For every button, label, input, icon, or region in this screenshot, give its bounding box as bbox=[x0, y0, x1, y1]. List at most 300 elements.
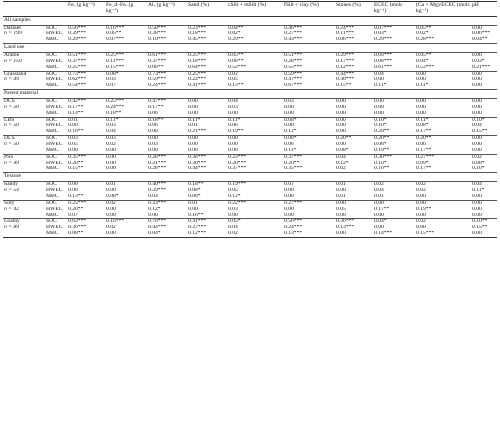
metric-label: HWEC bbox=[46, 58, 63, 64]
table-cell: 0.00 bbox=[472, 147, 482, 153]
table-cell: 0.37*** bbox=[228, 166, 247, 172]
metric-label: HWEC bbox=[46, 188, 63, 194]
table-cell: 0.08* bbox=[188, 188, 201, 194]
table-cell: 0.28*** bbox=[284, 58, 303, 64]
column-header: ECEC (molc kg⁻¹) bbox=[374, 2, 403, 14]
table-row bbox=[3, 231, 497, 237]
table-cell: 0.36*** bbox=[188, 154, 207, 160]
correlation-table bbox=[3, 1, 497, 238]
table-cell: 0.00 bbox=[472, 231, 482, 237]
table-cell: 0.03 bbox=[106, 123, 116, 129]
column-header bbox=[45, 2, 67, 17]
table-cell: 0.28*** bbox=[416, 37, 435, 43]
table-cell: 0.52*** bbox=[228, 64, 247, 70]
table-cell: 0.67*** bbox=[284, 83, 303, 89]
table-cell: 0.10* bbox=[472, 117, 485, 123]
table-cell: 0.03 bbox=[106, 135, 116, 142]
table-cell: 0.00 bbox=[472, 193, 482, 199]
table-cell: 0.05 bbox=[228, 188, 238, 194]
table-cell: 0.01 bbox=[188, 123, 198, 129]
table-cell: 0.00 bbox=[284, 206, 294, 212]
table-cell: 0.13*** bbox=[284, 231, 303, 237]
table-cell: 0.01 bbox=[374, 193, 384, 199]
table-cell: 0.28*** bbox=[148, 154, 167, 160]
table-cell: 0.03 bbox=[228, 206, 238, 212]
table-cell: 0.20*** bbox=[228, 160, 247, 166]
table-cell: 0.01 bbox=[188, 200, 198, 206]
table-cell: 0.20** bbox=[68, 160, 84, 166]
table-cell: 0.25*** bbox=[188, 71, 207, 77]
table-cell: 0.25*** bbox=[68, 200, 87, 206]
table-cell: 0.61*** bbox=[374, 64, 393, 70]
table-cell: 0.05** bbox=[416, 52, 432, 59]
table-cell: 0.18** bbox=[106, 110, 122, 116]
group-n: n = 89 bbox=[4, 225, 19, 231]
table-cell: 0.11* bbox=[416, 117, 429, 123]
table-cell: 0.12* bbox=[284, 129, 297, 135]
table-cell: 0.04 bbox=[106, 129, 116, 135]
table-cell: 0.06 bbox=[284, 142, 294, 148]
metric-label: SOC bbox=[46, 25, 57, 31]
table-cell: 0.05* bbox=[228, 218, 241, 225]
table-cell: 0.00 bbox=[106, 166, 116, 172]
table-cell: 0.04 bbox=[374, 188, 384, 194]
table-cell: 0.61*** bbox=[148, 52, 167, 59]
table-cell: 0.02 bbox=[416, 181, 426, 188]
table-cell: 0.17** bbox=[68, 104, 84, 110]
metric-label: HWEC bbox=[46, 142, 63, 148]
metric-label: HWEC bbox=[46, 160, 63, 166]
table-cell: 0.20** bbox=[284, 160, 300, 166]
table-cell: 0.33*** bbox=[148, 200, 167, 206]
table-cell: 0.00 bbox=[472, 104, 482, 110]
table-cell: 0.30*** bbox=[374, 154, 393, 160]
table-cell: 0.12*** bbox=[336, 64, 355, 70]
table-cell: 0.11* bbox=[374, 83, 387, 89]
table-cell: 0.02 bbox=[106, 225, 116, 231]
table-cell: 0.00 bbox=[336, 98, 346, 105]
table-cell: 0.00 bbox=[472, 77, 482, 83]
table-cell: 0.22*** bbox=[188, 77, 207, 83]
table-cell: 0.56*** bbox=[284, 218, 303, 225]
table-cell: 0.00 bbox=[472, 206, 482, 212]
table-cell: 0.19** bbox=[416, 206, 432, 212]
table-cell: 0.01 bbox=[336, 181, 346, 188]
table-cell: 0.27*** bbox=[188, 225, 207, 231]
table-cell: 0.00 bbox=[472, 200, 482, 206]
column-header: Stones (%) bbox=[336, 2, 361, 8]
metric-label: HWEC bbox=[46, 206, 63, 212]
table-cell: 0.64*** bbox=[188, 64, 207, 70]
table-cell: 0.30*** bbox=[336, 77, 355, 83]
table-cell: 0.00 bbox=[284, 110, 294, 116]
group-label: DCS bbox=[4, 98, 15, 105]
table-cell: 0.00 bbox=[336, 200, 346, 206]
table-cell: 0.24*** bbox=[148, 83, 167, 89]
column-header: Fe_d–Feₒ (g kg⁻¹) bbox=[106, 2, 134, 14]
table-cell: 0.23*** bbox=[188, 25, 207, 31]
table-cell: 0.00 bbox=[228, 135, 238, 142]
table-cell: 0.11*** bbox=[336, 31, 354, 37]
table-cell: 0.13** bbox=[228, 83, 244, 89]
table-cell: 0.15** bbox=[336, 83, 352, 89]
table-cell: 0.00 bbox=[336, 123, 346, 129]
group-n: n = 199 bbox=[4, 31, 22, 37]
table-cell: 0.02* bbox=[228, 31, 241, 37]
table-cell: 0.00 bbox=[284, 193, 294, 199]
table-cell: 0.44*** bbox=[336, 71, 355, 77]
table-cell: 0.15*** bbox=[416, 231, 435, 237]
table-cell: 0.55*** bbox=[284, 64, 303, 70]
table-cell: 0.39*** bbox=[68, 31, 87, 37]
table-cell: 0.04* bbox=[416, 58, 429, 64]
group-n: n = 54 bbox=[4, 188, 19, 194]
table-cell: 0.15*** bbox=[106, 64, 125, 70]
table-cell: 0.04** bbox=[472, 37, 488, 43]
table-cell: 0.21*** bbox=[148, 160, 167, 166]
table-cell: 0.63*** bbox=[68, 218, 87, 225]
table-cell: 0.06 bbox=[148, 110, 158, 116]
table-cell: 0.00 bbox=[336, 231, 346, 237]
table-cell: 0.44*** bbox=[148, 225, 167, 231]
table-cell: 0.00 bbox=[228, 110, 238, 116]
table-cell: 0.00 bbox=[472, 71, 482, 77]
table-cell: 0.29*** bbox=[336, 52, 355, 59]
table-cell: 0.20** bbox=[416, 135, 432, 142]
table-cell: 0.02 bbox=[228, 71, 238, 77]
table-cell: 0.19*** bbox=[228, 181, 247, 188]
table-cell: 0.00 bbox=[416, 225, 426, 231]
table-cell: 0.00 bbox=[228, 147, 238, 153]
table-cell: 0.00 bbox=[336, 117, 346, 123]
table-cell: 0.04 bbox=[228, 98, 238, 105]
table-cell: 0.04* bbox=[148, 231, 161, 237]
table-cell: 0.00 bbox=[336, 142, 346, 148]
table-cell: 0.18** bbox=[188, 181, 204, 188]
column-header: Feₒ (g kg⁻¹) bbox=[68, 2, 95, 8]
table-cell: 0.00 bbox=[68, 123, 78, 129]
metric-label: SOC bbox=[46, 154, 57, 160]
table-cell: 0.00 bbox=[106, 206, 116, 212]
table-cell: 0.02 bbox=[374, 181, 384, 188]
group-label-empty bbox=[3, 231, 45, 237]
table-cell: 0.40*** bbox=[148, 181, 167, 188]
table-cell: 0.24*** bbox=[336, 25, 355, 31]
table-cell: 0.00 bbox=[188, 104, 198, 110]
table-cell: 0.16** bbox=[68, 129, 84, 135]
table-cell: 0.59*** bbox=[284, 71, 303, 77]
table-cell: 0.51*** bbox=[68, 52, 87, 59]
table-cell: 0.17** bbox=[374, 206, 390, 212]
table-cell: 0.19** bbox=[228, 129, 244, 135]
table-cell: 0.02* bbox=[416, 31, 429, 37]
group-label: Arable bbox=[4, 52, 20, 59]
table-cell: 0.11* bbox=[284, 147, 297, 153]
table-cell: 0.00 bbox=[188, 147, 198, 153]
table-cell: 0.62*** bbox=[68, 77, 87, 83]
table-cell: 0.13*** bbox=[336, 225, 355, 231]
table-cell: 0.25*** bbox=[106, 98, 125, 105]
table-cell: 0.37*** bbox=[148, 58, 167, 64]
table-cell: 0.00 bbox=[416, 193, 426, 199]
table-cell: 0.25*** bbox=[68, 64, 87, 70]
table-cell: 0.17** bbox=[148, 104, 164, 110]
table-cell: 0.08* bbox=[472, 160, 485, 166]
table-cell: 0.09* bbox=[416, 160, 429, 166]
table-cell: 0.00 bbox=[472, 212, 482, 218]
table-cell: 0.59*** bbox=[148, 77, 167, 83]
column-header bbox=[3, 2, 45, 17]
table-cell: 0.51*** bbox=[284, 52, 303, 59]
table-cell: 0.41*** bbox=[188, 83, 207, 89]
table-cell: 0.22*** bbox=[228, 200, 247, 206]
table-cell: 0.00 bbox=[68, 181, 78, 188]
group-label: Grassland bbox=[4, 71, 27, 77]
table-cell: 0.00 bbox=[284, 104, 294, 110]
table-cell: 0.14*** bbox=[374, 231, 393, 237]
table-cell: 0.00 bbox=[188, 110, 198, 116]
table-cell: 0.08* bbox=[106, 71, 119, 77]
table-cell: 0.27*** bbox=[416, 154, 435, 160]
table-cell: 0.11* bbox=[188, 117, 201, 123]
table-cell: 0.16*** bbox=[106, 25, 125, 31]
metric-label: MBC bbox=[46, 110, 59, 116]
table-cell: 0.11* bbox=[472, 188, 485, 194]
table-cell: 0.01 bbox=[68, 117, 78, 123]
table-cell: 0.00 bbox=[336, 212, 346, 218]
metric-label: MBC bbox=[46, 231, 59, 237]
table-cell: 0.07 bbox=[106, 83, 116, 89]
table-cell: 0.04 bbox=[336, 154, 346, 160]
table-cell: 0.05 bbox=[228, 77, 238, 83]
table-cell: 0.20** bbox=[336, 135, 352, 142]
table-cell: 0.15** bbox=[68, 166, 84, 172]
table-cell: 0.00 bbox=[374, 200, 384, 206]
table-cell: 0.58*** bbox=[148, 25, 167, 31]
table-cell: 0.00 bbox=[228, 212, 238, 218]
metric-label: SOC bbox=[46, 52, 57, 59]
table-cell: 0.05 bbox=[68, 142, 78, 148]
table-cell: 0.43*** bbox=[284, 37, 303, 43]
table-cell: 0.07*** bbox=[374, 25, 393, 31]
table-cell: 0.54*** bbox=[68, 83, 87, 89]
group-n: n = 50 bbox=[4, 104, 19, 110]
group-n: n = 150 bbox=[4, 58, 22, 64]
table-cell: 0.53*** bbox=[416, 64, 435, 70]
table-cell: 0.06 bbox=[416, 142, 426, 148]
table-cell: 0.17** bbox=[416, 166, 432, 172]
table-cell: 0.06** bbox=[228, 58, 244, 64]
group-n: n = 49 bbox=[4, 77, 19, 83]
table-cell: 0.00 bbox=[106, 212, 116, 218]
section-title: Texture bbox=[4, 173, 22, 180]
table-cell: 0.08* bbox=[284, 117, 297, 123]
table-cell: 0.11*** bbox=[106, 58, 124, 64]
table-cell: 0.11* bbox=[106, 117, 119, 123]
table-cell: 0.07 bbox=[284, 181, 294, 188]
metric-label: SOC bbox=[46, 117, 57, 123]
column-header: Sand (%) bbox=[188, 2, 209, 8]
table-cell: 0.00 bbox=[148, 135, 158, 142]
metric-label: SOC bbox=[46, 98, 57, 105]
table-cell: 0.08* bbox=[416, 123, 429, 129]
table-cell: 0.73*** bbox=[68, 71, 87, 77]
metric-label: HWEC bbox=[46, 225, 63, 231]
column-header: Alₒ (g kg⁻¹) bbox=[148, 2, 175, 8]
table-cell: 0.00 bbox=[416, 212, 426, 218]
table-cell: 0.27*** bbox=[284, 31, 303, 37]
table-cell: 0.13** bbox=[68, 193, 84, 199]
metric-label: MBC bbox=[46, 83, 59, 89]
table-cell: 0.25*** bbox=[188, 52, 207, 59]
table-cell: 0.03* bbox=[374, 31, 387, 37]
table-cell: 0.29*** bbox=[68, 37, 87, 43]
table-cell: 0.09*** bbox=[374, 52, 393, 59]
table-cell: 0.28*** bbox=[148, 166, 167, 172]
table-cell: 0.04 bbox=[472, 123, 482, 129]
table-cell: 0.00 bbox=[336, 110, 346, 116]
table-cell: 0.00 bbox=[336, 129, 346, 135]
metric-label: HWEC bbox=[46, 123, 63, 129]
metric-label: SOC bbox=[46, 135, 57, 142]
column-header: pH bbox=[472, 2, 479, 8]
table-cell: 0.24*** bbox=[284, 225, 303, 231]
table-cell: 0.21*** bbox=[472, 64, 491, 70]
column-header: (Ca + Mg)/ECEC (molc kg⁻¹) bbox=[416, 2, 470, 14]
table-cell: 0.45*** bbox=[188, 37, 207, 43]
table-cell: 0.16** bbox=[188, 212, 204, 218]
table-cell: 0.41*** bbox=[188, 218, 207, 225]
table-cell: 0.08* bbox=[188, 193, 201, 199]
table-cell: 0.00 bbox=[374, 77, 384, 83]
table-cell: 0.00 bbox=[416, 71, 426, 77]
table-cell: 0.00 bbox=[106, 188, 116, 194]
metric-label: MBC bbox=[46, 166, 59, 172]
table-cell: 0.37*** bbox=[68, 58, 87, 64]
table-cell: 0.00 bbox=[472, 83, 482, 89]
table-cell: 0.11* bbox=[228, 117, 241, 123]
table-cell: 0.17*** bbox=[336, 58, 355, 64]
metric-label: MBC bbox=[46, 37, 59, 43]
table-cell: 0.10* bbox=[374, 117, 387, 123]
table-cell: 0.15** bbox=[472, 225, 488, 231]
group-n: n = 42 bbox=[4, 206, 19, 212]
group-label: Sandy bbox=[4, 181, 18, 188]
table-cell: 0.00 bbox=[472, 52, 482, 59]
table-cell: 0.73*** bbox=[148, 71, 167, 77]
table-cell: 0.17** bbox=[416, 147, 432, 153]
table-cell: 0.37*** bbox=[284, 154, 303, 160]
table-cell: 0.00 bbox=[188, 135, 198, 142]
table-cell: 0.00 bbox=[416, 200, 426, 206]
table-cell: 0.18** bbox=[148, 117, 164, 123]
metric-label: HWEC bbox=[46, 31, 63, 37]
metric-label: MBC bbox=[46, 193, 59, 199]
table-cell: 0.05** bbox=[106, 31, 122, 37]
metric-label: MBC bbox=[46, 147, 59, 153]
metric-label: MBC bbox=[46, 129, 59, 135]
table-cell: 0.08* bbox=[336, 147, 349, 153]
table-cell: 0.35*** bbox=[284, 166, 303, 172]
table-cell: 0.16** bbox=[374, 166, 390, 172]
table-cell: 0.20** bbox=[68, 206, 84, 212]
table-cell: 0.14** bbox=[68, 110, 84, 116]
table-cell: 0.11* bbox=[416, 83, 429, 89]
table-cell: 0.01 bbox=[336, 193, 346, 199]
group-n: n = 50 bbox=[4, 142, 19, 148]
table-cell: 0.08** bbox=[68, 231, 84, 237]
table-cell: 0.30*** bbox=[188, 160, 207, 166]
table-cell: 0.00 bbox=[188, 206, 198, 212]
metric-label: SOC bbox=[46, 200, 57, 206]
table-cell: 0.08* bbox=[374, 142, 387, 148]
section-title: All samples bbox=[4, 16, 31, 23]
table-cell: 0.00 bbox=[472, 98, 482, 105]
table-cell: 0.00 bbox=[188, 98, 198, 105]
column-header: fSilt + clay (%) bbox=[284, 2, 319, 8]
table-cell: 0.47*** bbox=[284, 77, 303, 83]
table-cell: 0.00 bbox=[106, 231, 116, 237]
table-cell: 0.42*** bbox=[68, 98, 87, 105]
table-cell: 0.00 bbox=[68, 147, 78, 153]
table-cell: 0.02 bbox=[106, 142, 116, 148]
group-label: Loamy bbox=[4, 218, 20, 225]
table-cell: 0.47*** bbox=[148, 98, 167, 105]
table-body bbox=[3, 16, 497, 237]
table-cell: 0.38*** bbox=[148, 31, 167, 37]
table-cell: 0.10** bbox=[472, 218, 488, 225]
table-cell: 0.17** bbox=[416, 129, 432, 135]
table-cell: 0.10* bbox=[472, 166, 485, 172]
table-cell: 0.07 bbox=[68, 212, 78, 218]
metric-label: MBC bbox=[46, 64, 59, 70]
table-cell: 0.29** bbox=[228, 37, 244, 43]
group-label: Silty bbox=[4, 200, 15, 206]
table-cell: 0.00 bbox=[374, 98, 384, 105]
page bbox=[0, 1, 500, 425]
table-cell: 0.12* bbox=[228, 193, 241, 199]
table-cell: 0.00 bbox=[148, 129, 158, 135]
table-cell: 0.03 bbox=[106, 77, 116, 83]
table-cell: 0.01 bbox=[106, 181, 116, 188]
group-label: Dataset bbox=[4, 25, 21, 31]
table-cell: 0.56*** bbox=[68, 25, 87, 31]
table-cell: 0.19** bbox=[374, 147, 390, 153]
table-cell: 0.06** bbox=[148, 64, 164, 70]
table-cell: 0.02 bbox=[416, 188, 426, 194]
section-title: Land use bbox=[4, 44, 25, 51]
table-cell: 0.06 bbox=[148, 123, 158, 129]
table-cell: 0.02 bbox=[336, 166, 346, 172]
table-cell: 0.12* bbox=[336, 160, 349, 166]
table-cell: 0.20** bbox=[374, 129, 390, 135]
table-cell: 0.18*** bbox=[188, 31, 207, 37]
table-cell: 0.00 bbox=[374, 212, 384, 218]
table-header bbox=[3, 2, 497, 17]
table-cell: 0.12* bbox=[148, 206, 161, 212]
table-cell: 0.05 bbox=[336, 206, 346, 212]
table-cell: 0.18*** bbox=[188, 58, 207, 64]
table-cell: 0.06 bbox=[228, 123, 238, 129]
table-cell: 0.00 bbox=[148, 147, 158, 153]
table-cell: 0.10*** bbox=[148, 37, 167, 43]
table-cell: 0.36*** bbox=[68, 225, 87, 231]
table-cell: 0.00 bbox=[374, 104, 384, 110]
table-cell: 0.08* bbox=[106, 193, 119, 199]
table-cell: 0.02 bbox=[472, 154, 482, 160]
table-cell: 0.00 bbox=[472, 110, 482, 116]
table-cell: 0.29*** bbox=[374, 37, 393, 43]
